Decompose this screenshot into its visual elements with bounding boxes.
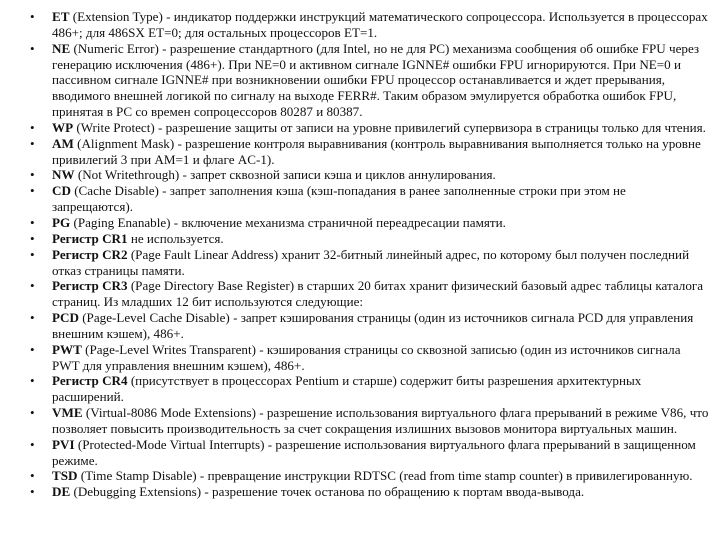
item-text: (присутствует в процессорах Pentium и старше) содержит биты разрешения архитектурных расширений.	[52, 373, 642, 405]
item-text: (Page Directory Base Register) в старших 20 битах хранит физический базовый адрес таблицы каталога страниц. Из младших 12 бит используются следующие:	[52, 278, 704, 310]
list-item-pcd	[30, 310, 710, 342]
item-text: (Alignment Mask) - разрешение контроля выравнивания (контроль выравнивания выполняется только на уровне привилегий 3 при AM=1 и флаге AC-1).	[52, 135, 701, 167]
item-text: (Page Fault Linear Address) хранит 32-битный линейный адрес, по которому был получен последний отказ страницы памяти.	[52, 246, 690, 278]
item-text: (Virtual-8086 Mode Extensions) - разрешение использования виртуального флага прерываний в режиме V86, что позволяет повысить производительность за счет сокращения излишних вызовов монитора виртуальных машин.	[52, 405, 709, 436]
item-term: DE	[52, 484, 71, 500]
list-item-cd	[30, 183, 710, 215]
item-text: (Cache Disable) - запрет заполнения кэша (кэш-попадания в ранее заполненные строки при этом не запрещаются).	[52, 183, 626, 215]
list-item-wp	[30, 120, 710, 136]
list-item-cr4	[30, 373, 710, 405]
list-item-pvi	[30, 437, 710, 469]
list-item-vme	[30, 405, 710, 437]
list-item-nw	[30, 167, 710, 183]
list-item-tsd	[30, 468, 710, 484]
item-text: (Not Writethrough) - запрет сквозной записи кэша и циклов аннулирования.	[74, 167, 496, 183]
list-item-am	[30, 136, 710, 168]
register-bit-list	[30, 9, 710, 500]
item-term: WP	[52, 119, 74, 135]
item-text: (Debugging Extensions) - разрешение точек останова по обращению к портам ввода-вывода.	[70, 484, 585, 500]
list-item-cr1	[30, 231, 710, 247]
item-term: PWT	[52, 341, 82, 357]
item-term: AM	[52, 135, 74, 151]
item-text: (Page-Level Cache Disable) - запрет кэширования страницы (один из источников сигнала PCD для управления внешним кэшем), 486+.	[52, 310, 694, 341]
item-term: NW	[52, 167, 75, 183]
item-text: (Numeric Error) - разрешение стандартного (для Intel, но не для PC) механизма сообщения об ошибке FPU через генерацию исключения (486+). При NE=0 и активном сигнале IGNNE# ошибки FPU игнорируются. При NE=0 и пассивном сигнале IGNNE# при возникновении ошибки FPU процессор останавливается и ждет прерывания, вводимого внешней логикой по сигналу на выходе FERR#. Таким образом эмулируется обработка ошибок FPU, принятая в PC со времен сопроцессоров 80287 и 80387.	[52, 40, 700, 120]
item-term: NE	[52, 40, 71, 56]
item-term: TSD	[52, 468, 78, 484]
list-item-pg	[30, 215, 710, 231]
item-term: Регистр CR4	[52, 373, 128, 389]
item-text: (Time Stamp Disable) - превращение инструкции RDTSC (read from time stamp counter) в привилегированную.	[77, 468, 693, 484]
item-term: PCD	[52, 310, 79, 326]
item-term: PVI	[52, 436, 75, 452]
item-term: VME	[52, 405, 83, 421]
item-text: (Write Protect) - разрешение защиты от записи на уровне привилегий супервизора в страницы только для чтения.	[73, 119, 706, 135]
item-term: CD	[52, 183, 71, 199]
list-item-et	[30, 9, 710, 41]
list-item-pwt	[30, 342, 710, 374]
item-term: Регистр CR3	[52, 278, 128, 294]
list-item-cr3	[30, 278, 710, 310]
item-term: ET	[52, 9, 70, 24]
item-text: (Protected-Mode Virtual Interrupts) - разрешение использования виртуального флага прерываний в защищенном режиме.	[52, 436, 696, 468]
item-text: (Page-Level Writes Transparent) - кэширования страницы со сквозной записью (один из источников сигнала PWT для управления внешним кэшем), 486+.	[52, 341, 681, 373]
list-item-ne	[30, 41, 710, 120]
item-term: Регистр CR2	[52, 246, 128, 262]
item-term: Регистр CR1	[52, 230, 128, 246]
item-text: (Extension Type) - индикатор поддержки инструкций математического сопроцессора. Используется в процессорах 486+; для 486SX ET=0; для остальных процессоров ET=1.	[52, 9, 708, 40]
list-item-de	[30, 484, 710, 500]
item-term: PG	[52, 214, 71, 230]
item-text: (Paging Enanable) - включение механизма страничной переадресации памяти.	[70, 214, 506, 230]
list-item-cr2	[30, 247, 710, 279]
item-text: не используется.	[127, 230, 224, 246]
